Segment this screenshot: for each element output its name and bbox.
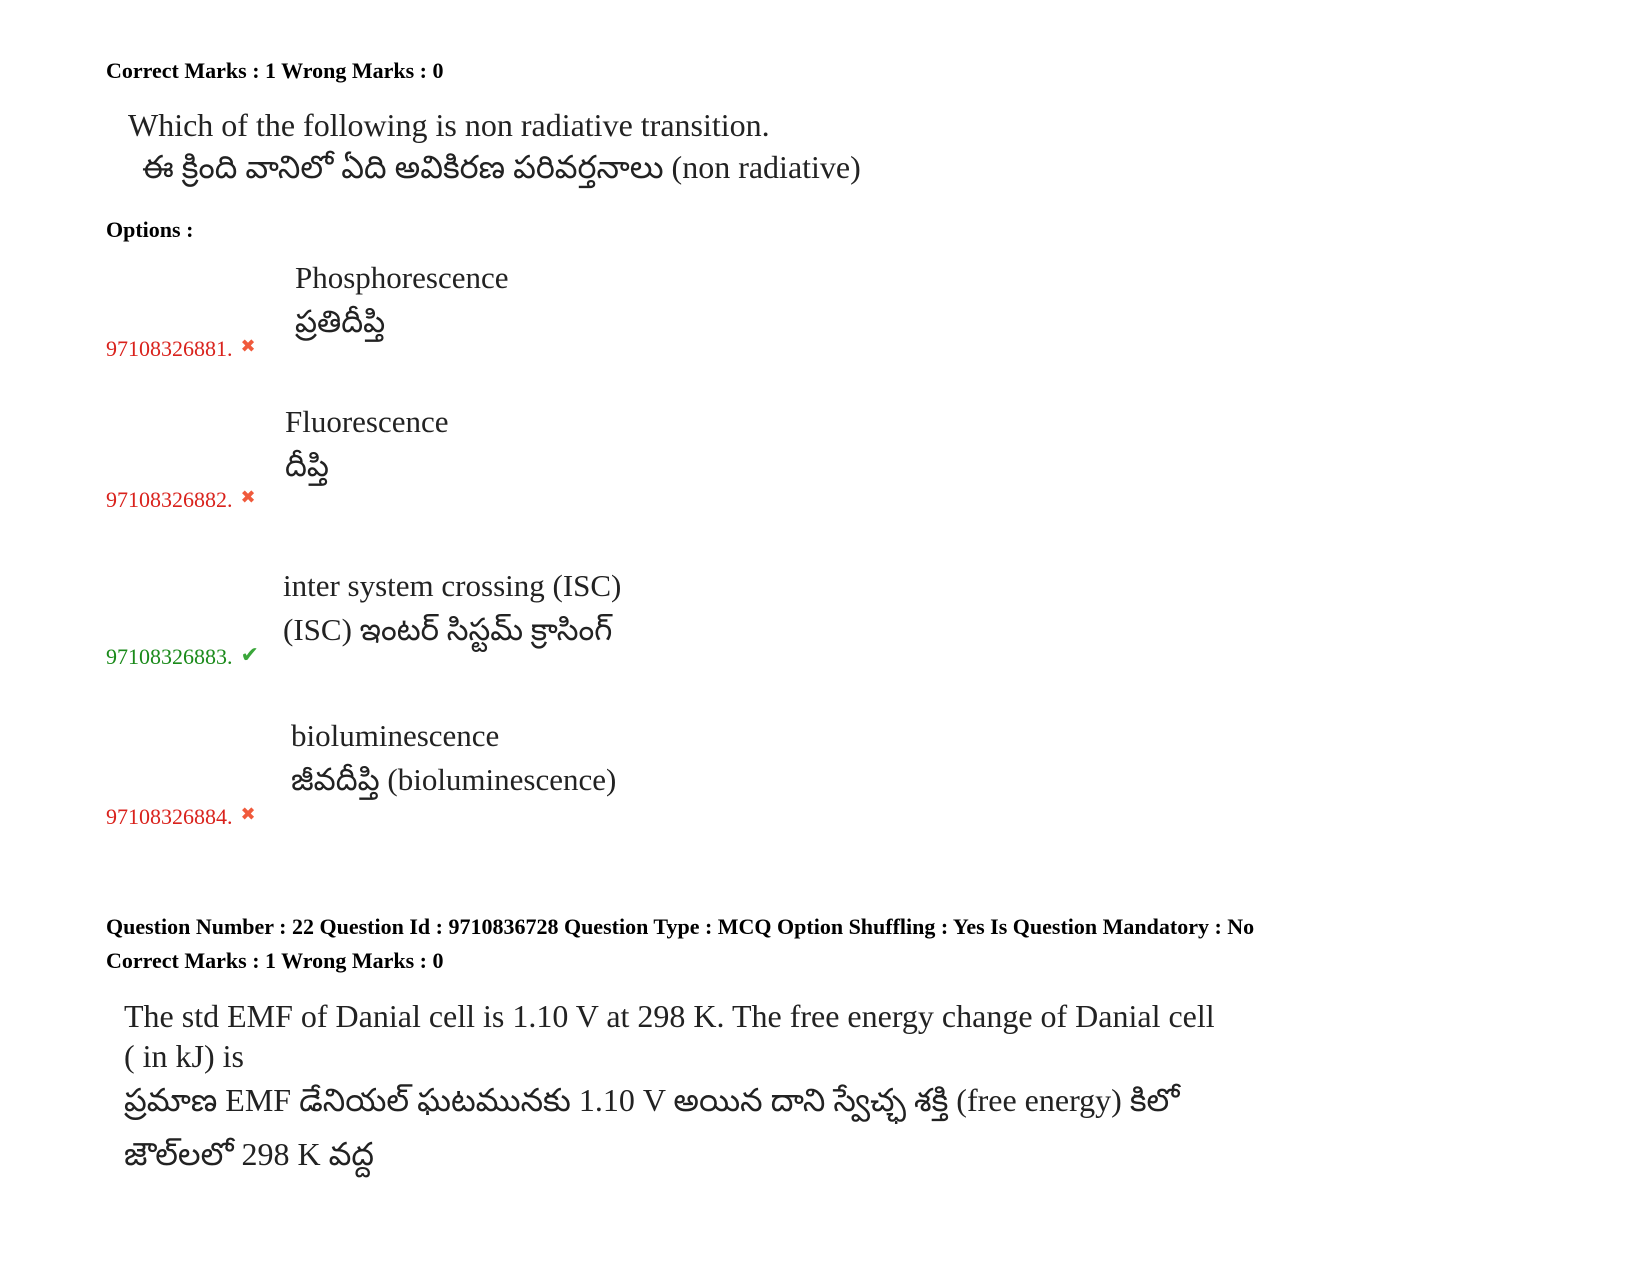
option-2-english: Fluorescence	[285, 404, 449, 439]
option-4-english: bioluminescence	[291, 718, 500, 753]
option-1-english: Phosphorescence	[295, 260, 509, 295]
option-4-number: 97108326884. ✖	[106, 804, 256, 829]
option-1-body	[295, 256, 509, 344]
options-label: Options :	[106, 217, 194, 242]
wrong-cross-icon: ✖	[240, 804, 256, 825]
q21-marks: Correct Marks : 1 Wrong Marks : 0	[106, 58, 444, 83]
option-4-telugu: జీవదీప్తి (bioluminescence)	[291, 762, 617, 797]
q22-marks: Correct Marks : 1 Wrong Marks : 0	[106, 948, 444, 973]
option-3-number: 97108326883. ✔	[106, 643, 259, 669]
option-2-body	[285, 400, 449, 488]
option-3-english: inter system crossing (ISC)	[283, 568, 622, 603]
q22-question-line-3: ప్రమాణ EMF డేనియల్ ఘటమునకు 1.10 V అయిన దాని స్వేచ్ఛ శక్తి (free energy) కిలో	[124, 1082, 1180, 1118]
option-1-number: 97108326881. ✖	[106, 336, 256, 361]
option-2-number: 97108326882. ✖	[106, 487, 256, 512]
q21-question-english: Which of the following is non radiative transition.	[128, 107, 770, 143]
q22-header: Question Number : 22 Question Id : 9710836728 Question Type : MCQ Option Shuffling : Yes Is Question Mandatory : No	[106, 914, 1255, 939]
q22-question-line-4: జౌల్‌లలో 298 K వద్ద	[124, 1136, 374, 1172]
option-1-telugu: ప్రతిదీప్తి	[295, 304, 386, 339]
wrong-cross-icon: ✖	[240, 336, 256, 357]
option-4-body	[291, 714, 616, 802]
q21-question-text	[128, 104, 861, 188]
q22-question-text	[124, 996, 1215, 1174]
q22-question-line-1: The std EMF of Danial cell is 1.10 V at 298 K. The free energy change of Danial cell	[124, 998, 1215, 1034]
option-2-telugu: దీప్తి	[285, 448, 329, 483]
correct-check-icon: ✔	[240, 643, 259, 668]
option-3-body	[283, 564, 621, 652]
wrong-cross-icon: ✖	[240, 487, 256, 508]
q22-question-line-2: ( in kJ) is	[124, 1038, 244, 1074]
option-3-telugu: (ISC) ఇంటర్ సిస్టమ్ క్రాసింగ్	[283, 612, 613, 647]
q21-question-telugu: ఈ క్రింది వానిలో ఏది అవికిరణ పరివర్తనాలు (non radiative)	[142, 149, 861, 185]
